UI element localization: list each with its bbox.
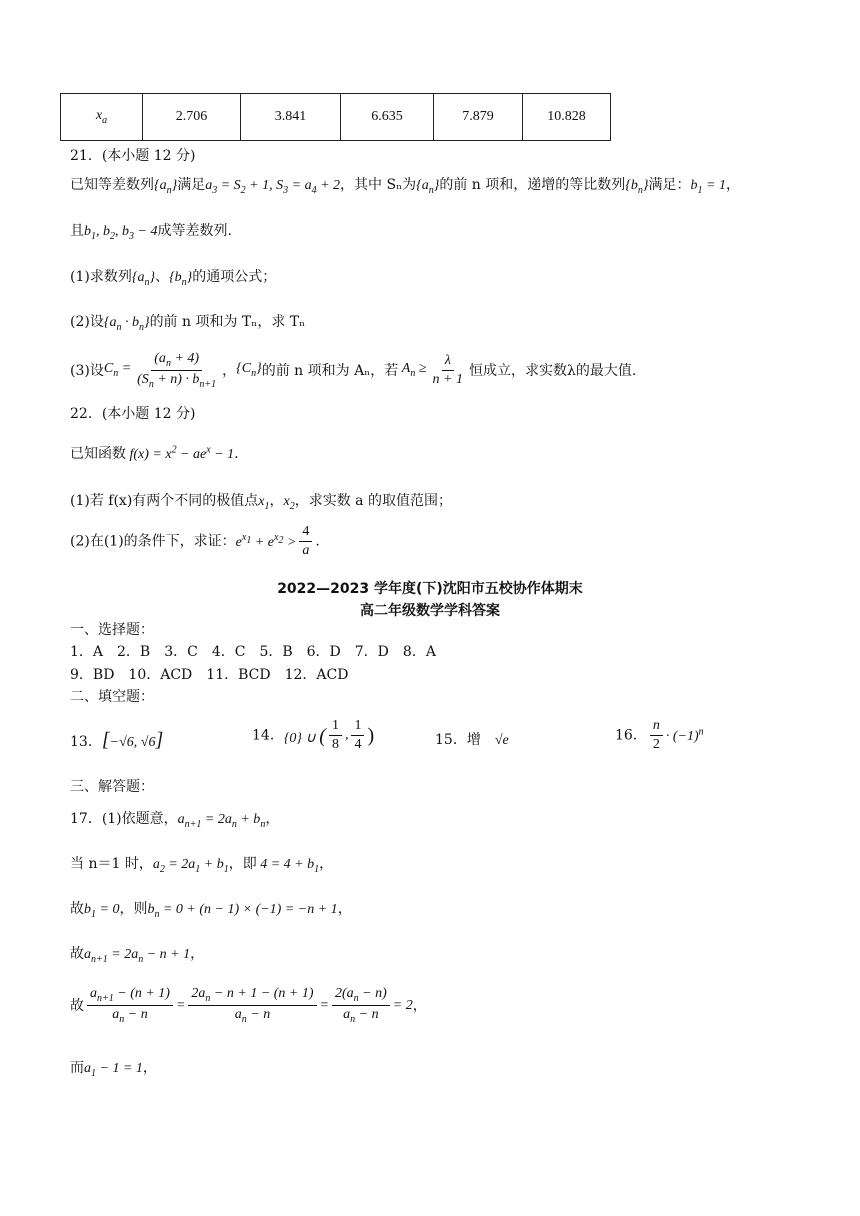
q21-text: (3)设 bbox=[70, 362, 104, 379]
math-expr: $x_2$ bbox=[283, 494, 295, 512]
fraction: $\frac{(a_n + 4)}{(S_n + n) \cdot b_{n+1}}$ bbox=[137, 351, 217, 391]
q21-paragraph-1: 已知等差数列$\{a_n\}$满足$a_3 = S_2 + 1$, $S_3 = a_4 + 2$，其中 Sₙ为$\{a_n\}$的前 n 项和，递增的等比数列$\{b_n\}$满足：$b_1 = 1$， bbox=[70, 177, 740, 196]
math-expr: $a_2 = 2a_1 + b_1$ bbox=[152, 857, 229, 875]
fraction: $\frac{2(a_n - n)}{a_n - n}$ bbox=[332, 986, 390, 1026]
answer-14: 14．{0} ∪ ( $\frac{1}{8}$ , $\frac{1}{4}$ ) bbox=[252, 718, 375, 753]
fraction: $\frac{\lambda}{n + 1}$ bbox=[432, 353, 463, 388]
q21-text: ， bbox=[222, 362, 237, 379]
q22-sub-1 bbox=[70, 490, 452, 512]
q21-text: (1)求数列 bbox=[70, 269, 132, 285]
math-expr: $a_3 = S_2 + 1$, $S_3 = a_4 + 2$ bbox=[205, 178, 341, 196]
q21-text: ，其中 Sₙ为 bbox=[340, 177, 417, 193]
answer-number: 13． bbox=[70, 734, 102, 750]
answers-subtitle: 高二年级数学学科答案 bbox=[360, 603, 500, 619]
fraction: $\frac{a_{n+1} - (n + 1)}{a_n - n}$ bbox=[87, 986, 173, 1026]
solution-text: ，则 bbox=[119, 901, 148, 917]
math-expr: $\{a_n\}$ bbox=[131, 270, 156, 288]
q22-sub-2: (2)在(1)的条件下，求证：$e^{x_1} + e^{x_2}$ > $\frac{4}{a}$ . bbox=[70, 524, 320, 559]
math-expr: $\{a_n \cdot b_n\}$ bbox=[103, 315, 150, 333]
table-value: 10.828 bbox=[547, 109, 586, 124]
critical-value-table bbox=[60, 93, 611, 141]
math-expr: $b_n = 0 + (n - 1) \times (-1) = -n + 1$ bbox=[147, 902, 338, 920]
solution-text: 而 bbox=[70, 1060, 84, 1076]
math-expr: $A_n$ ≥ bbox=[398, 361, 427, 380]
solution-text: 17．(1)依题意， bbox=[70, 811, 178, 827]
math-expr: $b_1 = 0$ bbox=[84, 902, 120, 920]
q21-text: 且 bbox=[70, 223, 84, 239]
answer-number: 15．增 bbox=[435, 732, 481, 748]
fraction: $\frac{1}{8}$ bbox=[329, 718, 342, 753]
q22-text: ，求实数 a 的取值范围； bbox=[294, 493, 452, 509]
q21-text: 满足 bbox=[177, 177, 206, 193]
solution-17-line-6: 而$a_1 - 1 = 1$， bbox=[70, 1060, 157, 1079]
math-expr: $\{b_n\}$ bbox=[169, 270, 193, 288]
table-cell bbox=[143, 94, 241, 141]
table-cell bbox=[341, 94, 434, 141]
math-expr: $C_n$ = bbox=[103, 361, 132, 380]
q21-text: (2)设 bbox=[70, 314, 104, 330]
math-expr: √e bbox=[480, 733, 509, 748]
q22-text: (2)在(1)的条件下，求证： bbox=[70, 533, 236, 550]
section-choice-heading: 一、选择题： bbox=[70, 622, 154, 638]
solution-text: 故 bbox=[70, 901, 84, 917]
q22-text: 已知函数 bbox=[70, 446, 126, 462]
answer-13 bbox=[70, 729, 163, 752]
q21-heading: 21．(本小题 12 分) bbox=[70, 148, 196, 164]
section-fill-heading: 二、填空题： bbox=[70, 689, 154, 705]
q21-sub-2 bbox=[70, 311, 305, 333]
q21-text: 成等差数列. bbox=[157, 223, 232, 239]
q21-text: 的前 n 项和，递增的等比数列 bbox=[439, 177, 626, 193]
math-expr: [−√6, √6] bbox=[101, 729, 164, 751]
math-expr: $\{a_n\}$ bbox=[416, 178, 440, 196]
table-value: 2.706 bbox=[175, 109, 208, 124]
table-value: 6.635 bbox=[371, 109, 403, 124]
fraction: $\frac{n}{2}$ bbox=[650, 718, 663, 753]
math-expr: $x_1$ bbox=[258, 494, 270, 512]
q22-heading: 22．(本小题 12 分) bbox=[70, 406, 196, 422]
solution-17-line-5: 故 $\frac{a_{n+1} - (n + 1)}{a_n - n}$ = $\frac{2a_n - n + 1 - (n + 1)}{a_n - n}$ = $\frac{2(a_n - n)}{a_n - n}$ = 2， bbox=[70, 986, 427, 1026]
table-cell bbox=[241, 94, 341, 141]
solution-17-line-3: 故$b_1 = 0$，则$b_n = 0 + (n - 1) \times (-1) = -n + 1$， bbox=[70, 901, 352, 920]
solution-17-line-2: 当 n＝1 时，$a_2 = 2a_1 + b_1$，即 $4 = 4 + b_1$， bbox=[70, 856, 334, 875]
q21-text: 满足： bbox=[648, 177, 691, 193]
math-expr: $\{a_n\}$ bbox=[154, 178, 178, 196]
q21-text: 已知等差数列 bbox=[70, 177, 154, 193]
solution-17-line-1: 17．(1)依题意，$a_{n+1} = 2a_n + b_n$， bbox=[70, 811, 280, 830]
fraction: $\frac{1}{4}$ bbox=[351, 718, 364, 753]
fraction: $\frac{4}{a}$ bbox=[299, 524, 312, 559]
solution-text: 故 bbox=[70, 997, 84, 1014]
q21-paragraph-2 bbox=[70, 220, 232, 242]
section-solution-heading: 三、解答题： bbox=[70, 779, 154, 795]
q21-sub-1 bbox=[70, 266, 276, 288]
q21-text: 的前 n 项和为 Aₙ，若 bbox=[261, 362, 399, 379]
table-value: 7.879 bbox=[462, 109, 494, 124]
q22-text: ， bbox=[269, 493, 284, 509]
q22-paragraph-1: 已知函数 $f(x) = x^2 - ae^x - 1$. bbox=[70, 444, 239, 462]
table-cell bbox=[434, 94, 523, 141]
math-expr: $f(x) = x^2 - ae^x - 1$ bbox=[126, 444, 235, 462]
answer-number: 14． bbox=[252, 727, 284, 744]
solution-text: 当 n＝1 时， bbox=[70, 856, 153, 872]
table-value: 3.841 bbox=[274, 109, 307, 124]
q22-text: (1)若 f(x)有两个不同的极值点 bbox=[70, 493, 259, 509]
math-expr: $b_1 = 1$ bbox=[690, 178, 726, 196]
q21-text: 的通项公式； bbox=[192, 269, 277, 285]
table-header-symbol: x bbox=[95, 108, 103, 124]
answers-title: 2022—2023 学年度(下)沈阳市五校协作体期末 bbox=[277, 581, 583, 597]
answer-15 bbox=[435, 729, 509, 749]
math-expr: $a_{n+1} = 2a_n - n + 1$ bbox=[84, 947, 191, 965]
table-cell bbox=[523, 94, 611, 141]
choice-answers-row-2: 9．BD 10．ACD 11．BCD 12．ACD bbox=[70, 667, 349, 683]
math-expr: {0} ∪ ( bbox=[283, 724, 326, 747]
q21-text: 的前 n 项和为 Tₙ，求 Tₙ bbox=[149, 314, 306, 330]
math-expr: $\{b_n\}$ bbox=[625, 178, 649, 196]
math-expr: $\{C_n\}$ bbox=[236, 361, 262, 380]
solution-text: 故 bbox=[70, 946, 84, 962]
choice-answers-row-1: 1．A 2．B 3．C 4．C 5．B 6．D 7．D 8．A bbox=[70, 644, 436, 660]
answer-16: 16． $\frac{n}{2}$ · $(-1)^n$ bbox=[615, 718, 704, 753]
q21-text: 恒成立，求实数λ的最大值. bbox=[468, 362, 637, 379]
math-expr: $b_1$, $b_2$, $b_3 - 4$ bbox=[84, 224, 158, 242]
q21-sub-3 bbox=[70, 351, 636, 391]
math-expr: $e^{x_1} + e^{x_2}$ > bbox=[235, 532, 297, 550]
math-expr: $a_1 - 1 = 1$ bbox=[84, 1061, 143, 1079]
math-expr: $a_{n+1} = 2a_n + b_n$ bbox=[177, 812, 266, 830]
table-header-subscript: a bbox=[102, 114, 108, 126]
answer-number: 16． bbox=[615, 727, 647, 744]
q21-text: 、 bbox=[155, 269, 170, 285]
fraction: $\frac{2a_n - n + 1 - (n + 1)}{a_n - n}$ bbox=[188, 986, 316, 1026]
solution-17-line-4: 故$a_{n+1} = 2a_n - n + 1$， bbox=[70, 946, 205, 965]
solution-text: ，即 bbox=[228, 856, 257, 872]
math-expr: $4 = 4 + b_1$ bbox=[256, 857, 320, 875]
table-header-cell bbox=[61, 94, 143, 141]
